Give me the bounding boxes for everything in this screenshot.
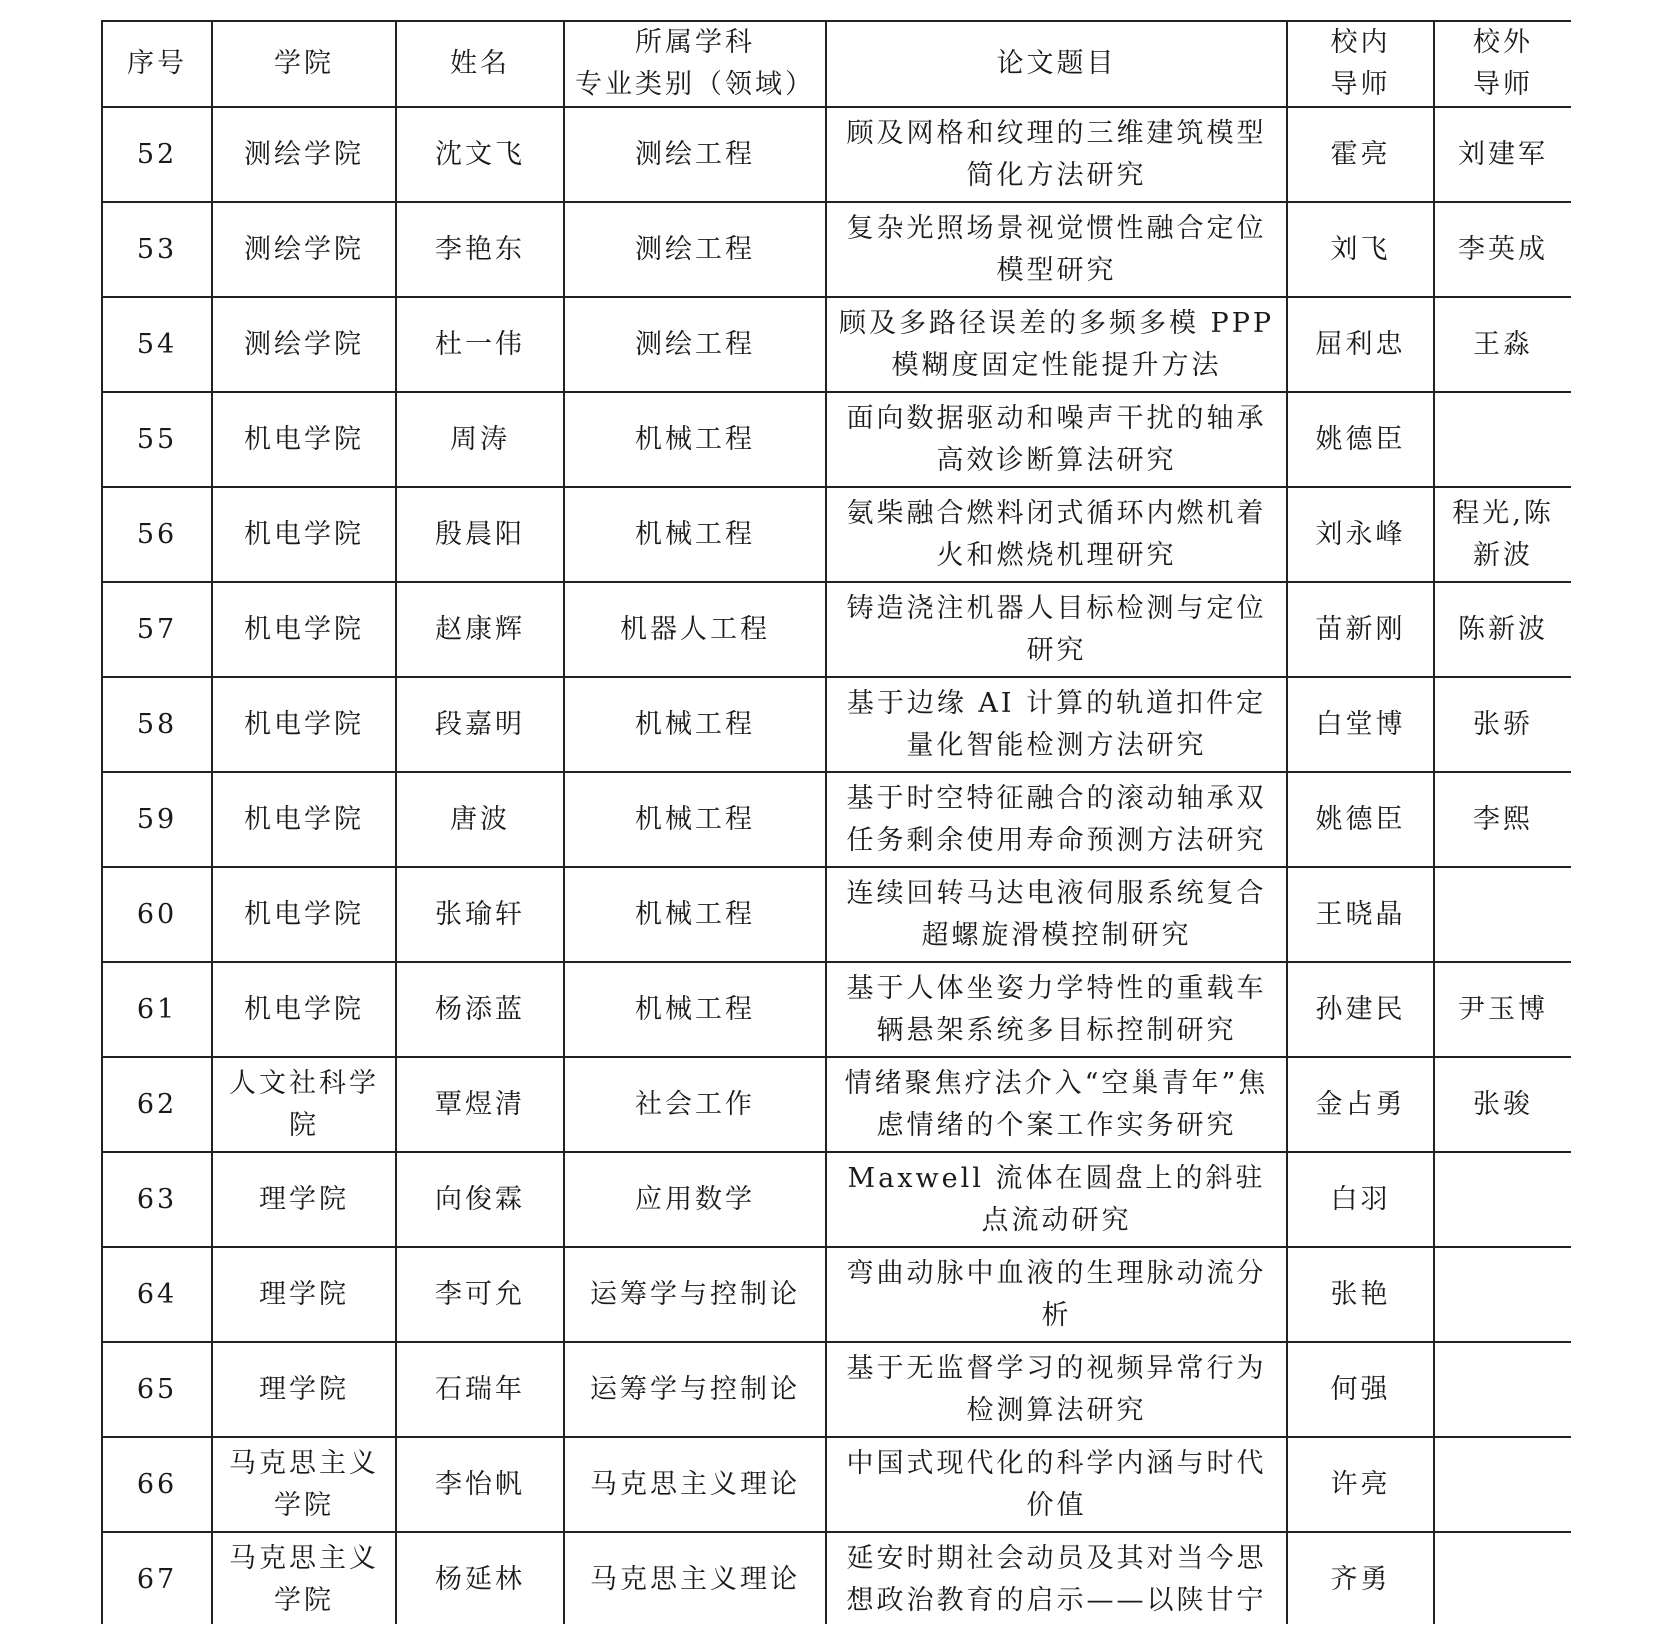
cell-major: 测绘工程 [564,202,826,297]
cell-inner-advisor: 何强 [1287,1342,1434,1437]
table-row [102,297,1571,392]
cell-title-text: 复杂光照场景视觉惯性融合定位模型研究 [846,212,1267,286]
cell-inner-advisor: 屈利忠 [1287,297,1434,392]
cell-no: 65 [102,1342,212,1437]
cell-name: 李怡帆 [396,1437,564,1532]
cell-college: 机电学院 [212,677,396,772]
cell-title-text: 连续回转马达电液伺服系统复合超螺旋滑模控制研究 [846,877,1267,951]
cell-name: 覃煜清 [396,1057,564,1152]
cell-title-text: 基于时空特征融合的滚动轴承双任务剩余使用寿命预测方法研究 [846,782,1267,856]
cell-no: 56 [102,487,212,582]
cell-outer-advisor [1434,1437,1571,1532]
cell-no: 57 [102,582,212,677]
cell-name: 殷晨阳 [396,487,564,582]
header-outer-line2: 导师 [1473,69,1533,100]
header-inner-line1: 校内 [1330,27,1391,58]
table-row [102,867,1571,962]
cell-name: 李可允 [396,1247,564,1342]
cell-title-text: 铸造浇注机器人目标检测与定位研究 [846,592,1267,666]
cell-college: 马克思主义学院 [212,1532,396,1624]
cell-title [826,962,1287,1057]
cell-title [826,582,1287,677]
header-college: 学院 [212,21,396,107]
table-row [102,962,1571,1057]
header-outer-line1: 校外 [1473,27,1533,58]
cell-major: 测绘工程 [564,107,826,202]
header-major [564,21,826,107]
cell-title [826,202,1287,297]
cell-major: 机械工程 [564,772,826,867]
cell-no: 61 [102,962,212,1057]
cell-major: 运筹学与控制论 [564,1247,826,1342]
table-row [102,202,1571,297]
cell-title [826,772,1287,867]
cell-title-text: 弯曲动脉中血液的生理脉动流分析 [846,1257,1267,1331]
cell-title-text: 延安时期社会动员及其对当今思想政治教育的启示——以陕甘宁 [846,1542,1267,1616]
cell-title [826,867,1287,962]
table-row [102,107,1571,202]
cell-no: 55 [102,392,212,487]
table-row [102,772,1571,867]
cell-title [826,1057,1287,1152]
cell-inner-advisor: 金占勇 [1287,1057,1434,1152]
cell-no: 62 [102,1057,212,1152]
cell-college: 马克思主义学院 [212,1437,396,1532]
cell-name: 李艳东 [396,202,564,297]
cell-no: 52 [102,107,212,202]
table-row [102,1247,1571,1342]
cell-title-text: 基于人体坐姿力学特性的重载车辆悬架系统多目标控制研究 [846,972,1267,1046]
table-body [102,107,1571,1624]
cell-outer-advisor [1434,1247,1571,1342]
cell-title-text: 基于无监督学习的视频异常行为检测算法研究 [846,1352,1267,1426]
cell-outer-advisor: 张骏 [1434,1057,1571,1152]
table-row [102,1342,1571,1437]
cell-major: 机械工程 [564,867,826,962]
cell-major: 机器人工程 [564,582,826,677]
cell-college: 机电学院 [212,392,396,487]
cell-inner-advisor: 霍亮 [1287,107,1434,202]
header-name: 姓名 [396,21,564,107]
thesis-table-container [101,20,1571,1624]
cell-no: 67 [102,1532,212,1624]
cell-name: 向俊霖 [396,1152,564,1247]
table-row [102,1532,1571,1624]
table-row [102,582,1571,677]
cell-inner-advisor: 刘永峰 [1287,487,1434,582]
cell-inner-advisor: 姚德臣 [1287,772,1434,867]
table-row [102,1437,1571,1532]
cell-outer-advisor: 李英成 [1434,202,1571,297]
cell-title-text: Maxwell 流体在圆盘上的斜驻点流动研究 [847,1162,1266,1236]
cell-outer-advisor: 王淼 [1434,297,1571,392]
cell-major: 应用数学 [564,1152,826,1247]
cell-college: 机电学院 [212,582,396,677]
cell-no: 66 [102,1437,212,1532]
cell-major: 机械工程 [564,677,826,772]
cell-title [826,1152,1287,1247]
cell-inner-advisor: 孙建民 [1287,962,1434,1057]
header-major-line1: 所属学科 [635,27,755,58]
cell-inner-advisor: 刘飞 [1287,202,1434,297]
cell-inner-advisor: 齐勇 [1287,1532,1434,1624]
cell-title [826,677,1287,772]
cell-major: 机械工程 [564,487,826,582]
cell-major: 运筹学与控制论 [564,1342,826,1437]
cell-outer-advisor [1434,867,1571,962]
cell-outer-advisor: 刘建军 [1434,107,1571,202]
cell-major: 机械工程 [564,392,826,487]
cell-outer-advisor: 陈新波 [1434,582,1571,677]
cell-outer-advisor: 尹玉博 [1434,962,1571,1057]
cell-title-text: 顾及网格和纹理的三维建筑模型简化方法研究 [846,117,1267,191]
cell-no: 60 [102,867,212,962]
cell-name: 张瑜轩 [396,867,564,962]
cell-name: 唐波 [396,772,564,867]
cell-major: 测绘工程 [564,297,826,392]
cell-college: 测绘学院 [212,202,396,297]
cell-inner-advisor: 许亮 [1287,1437,1434,1532]
cell-title-text: 顾及多路径误差的多频多模 PPP 模糊度固定性能提升方法 [838,307,1275,381]
cell-title [826,297,1287,392]
cell-title [826,1247,1287,1342]
cell-title-text: 基于边缘 AI 计算的轨道扣件定量化智能检测方法研究 [846,687,1267,761]
table-row [102,392,1571,487]
cell-inner-advisor: 王晓晶 [1287,867,1434,962]
cell-name: 杨添蓝 [396,962,564,1057]
cell-inner-advisor: 白羽 [1287,1152,1434,1247]
cell-college: 理学院 [212,1152,396,1247]
cell-college: 理学院 [212,1247,396,1342]
cell-major: 马克思主义理论 [564,1437,826,1532]
table-row [102,677,1571,772]
cell-outer-advisor: 张骄 [1434,677,1571,772]
cell-no: 54 [102,297,212,392]
cell-no: 53 [102,202,212,297]
thesis-table [101,20,1571,1624]
cell-name: 沈文飞 [396,107,564,202]
header-no: 序号 [102,21,212,107]
cell-inner-advisor: 苗新刚 [1287,582,1434,677]
cell-college: 理学院 [212,1342,396,1437]
cell-college: 测绘学院 [212,297,396,392]
cell-name: 周涛 [396,392,564,487]
cell-college: 机电学院 [212,962,396,1057]
cell-outer-advisor [1434,392,1571,487]
cell-title-text: 中国式现代化的科学内涵与时代价值 [846,1447,1267,1521]
cell-no: 59 [102,772,212,867]
cell-title-text: 情绪聚焦疗法介入“空巢青年”焦虑情绪的个案工作实务研究 [844,1067,1269,1141]
table-row [102,1152,1571,1247]
cell-title [826,1532,1287,1624]
cell-title-text: 氨柴融合燃料闭式循环内燃机着火和燃烧机理研究 [846,497,1267,571]
cell-name: 杜一伟 [396,297,564,392]
cell-no: 64 [102,1247,212,1342]
cell-major: 马克思主义理论 [564,1532,826,1624]
cell-name: 赵康辉 [396,582,564,677]
cell-college: 测绘学院 [212,107,396,202]
cell-title-text: 面向数据驱动和噪声干扰的轴承高效诊断算法研究 [846,402,1267,476]
cell-inner-advisor: 白堂博 [1287,677,1434,772]
cell-college: 机电学院 [212,772,396,867]
header-inner-line2: 导师 [1330,69,1391,100]
cell-outer-advisor: 程光,陈新波 [1434,487,1571,582]
header-title: 论文题目 [826,21,1287,107]
cell-no: 58 [102,677,212,772]
cell-no: 63 [102,1152,212,1247]
cell-title [826,392,1287,487]
cell-name: 杨延林 [396,1532,564,1624]
cell-inner-advisor: 姚德臣 [1287,392,1434,487]
cell-name: 石瑞年 [396,1342,564,1437]
table-row [102,1057,1571,1152]
cell-title [826,1342,1287,1437]
cell-outer-advisor [1434,1532,1571,1624]
header-inner-advisor [1287,21,1434,107]
cell-outer-advisor [1434,1342,1571,1437]
cell-title [826,1437,1287,1532]
cell-college: 人文社科学院 [212,1057,396,1152]
cell-major: 机械工程 [564,962,826,1057]
cell-inner-advisor: 张艳 [1287,1247,1434,1342]
cell-name: 段嘉明 [396,677,564,772]
cell-outer-advisor: 李熙 [1434,772,1571,867]
cell-major: 社会工作 [564,1057,826,1152]
cell-college: 机电学院 [212,487,396,582]
header-row [102,21,1571,107]
table-row [102,487,1571,582]
header-outer-advisor [1434,21,1571,107]
cell-title [826,487,1287,582]
cell-outer-advisor [1434,1152,1571,1247]
cell-college: 机电学院 [212,867,396,962]
header-major-line2: 专业类别（领域） [575,69,815,100]
cell-title [826,107,1287,202]
